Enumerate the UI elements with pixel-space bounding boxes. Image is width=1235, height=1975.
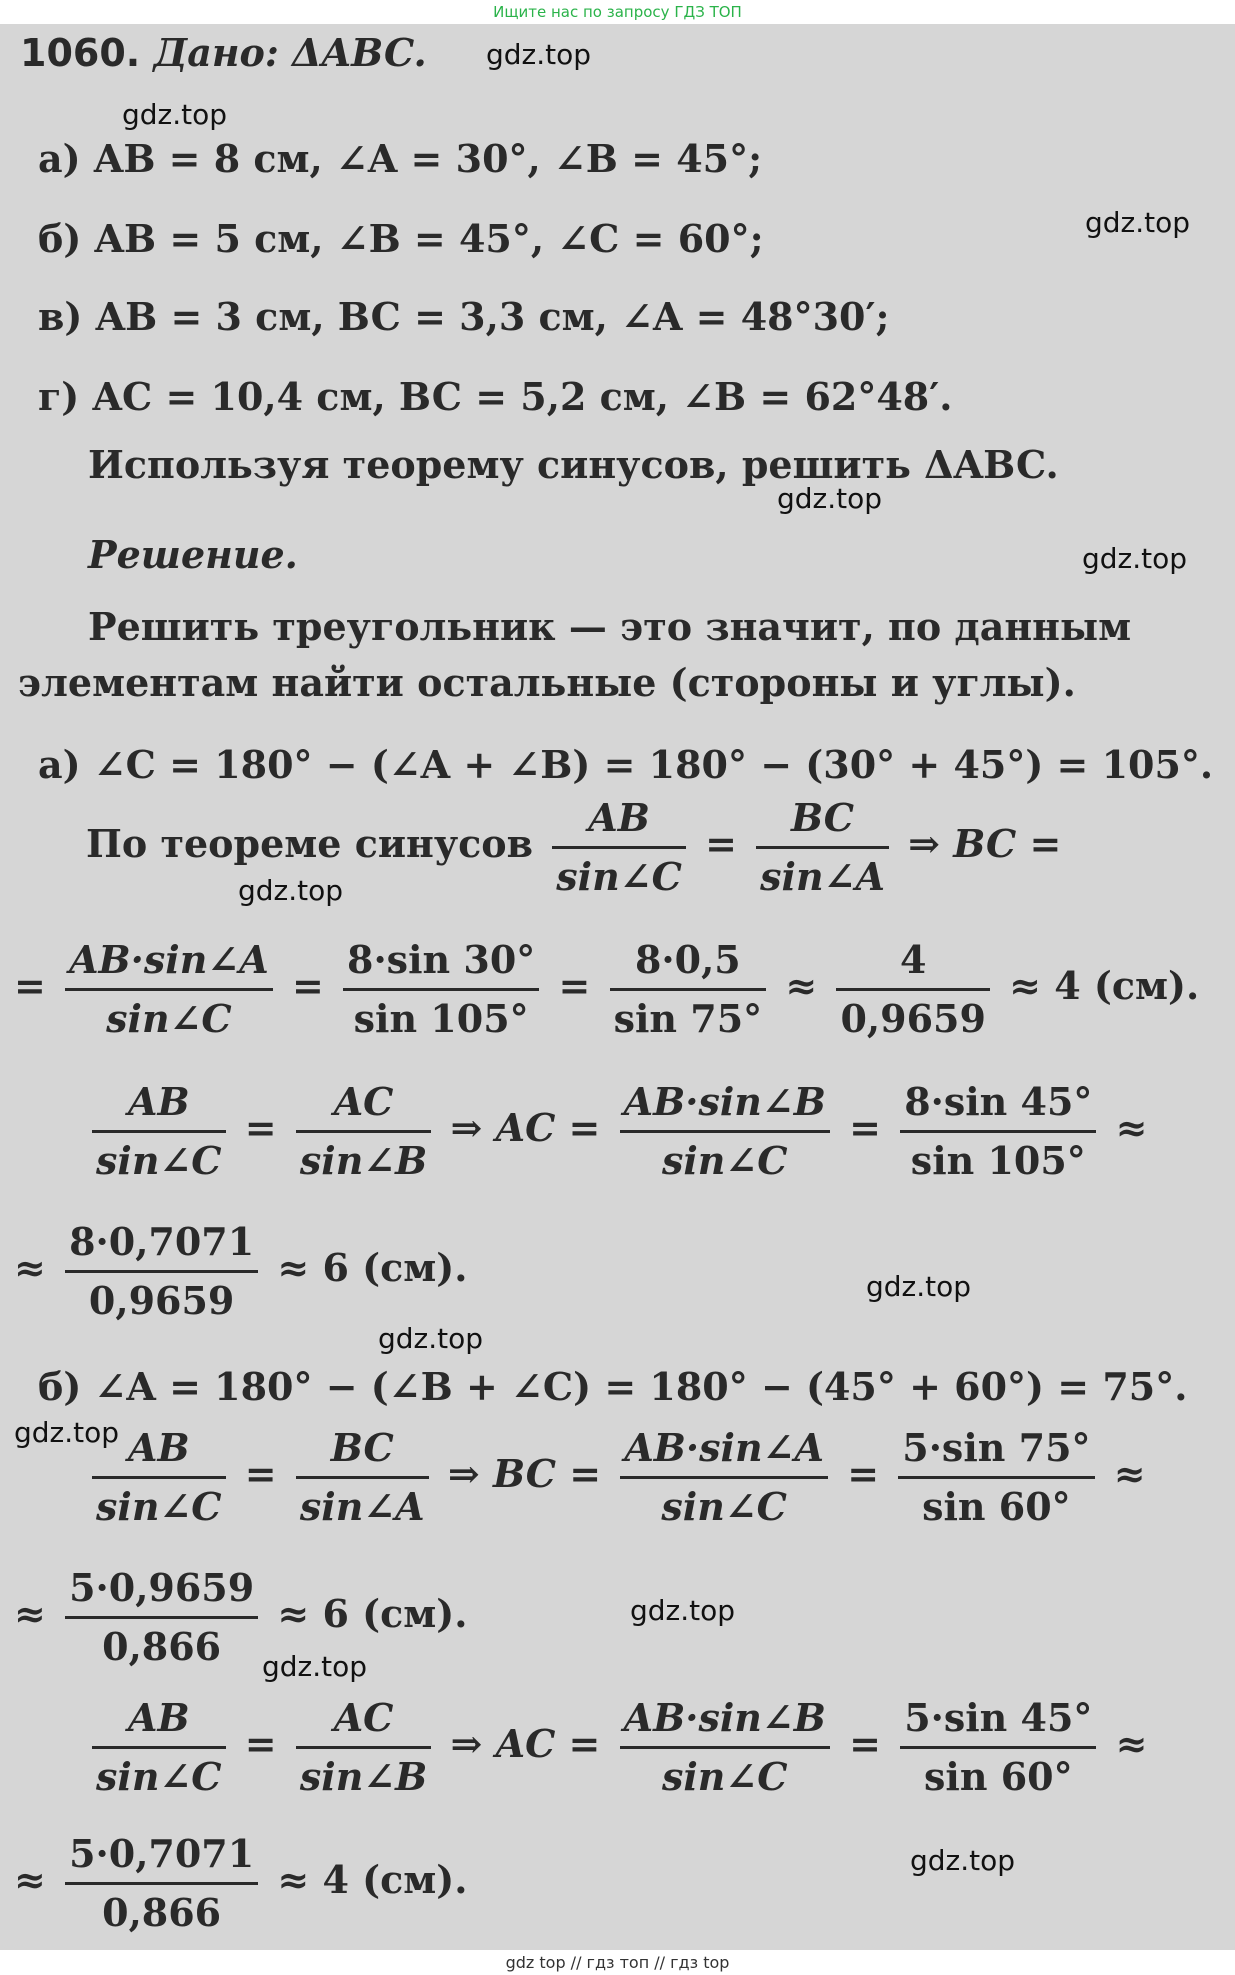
part-b-bc-result [14,1560,468,1675]
equals-sign: = [14,963,46,1008]
given-v: в) AB = 3 см, BC = 3,3 см, ∠A = 48°30′; [38,294,890,339]
approx-sign: ≈ [14,1591,46,1636]
numerator: 8·0,7071 [65,1214,258,1273]
denominator: sin∠C [556,854,682,899]
fraction [296,1074,431,1189]
intro-line-2: элементам найти остальные (стороны и углы). [18,660,1076,705]
numerator: 8·sin 30° [343,932,539,991]
fraction [552,790,686,905]
fraction [65,1560,258,1675]
result: ≈ 6 (см). [277,1591,468,1636]
approx-sign: ≈ [1115,1105,1148,1150]
denominator: sin∠B [299,1138,428,1183]
watermark: gdz.top [1082,542,1188,575]
implies-bc: ⇒ BC = [447,1451,602,1496]
equals-sign: = [244,1721,277,1766]
part-b-ac-result [14,1826,468,1941]
fraction [92,1074,226,1189]
watermark: gdz.top [866,1270,972,1303]
fraction [620,1074,830,1189]
bottom-banner[interactable] [0,1950,1235,1975]
fraction [900,1690,1096,1805]
numerator: AB·sin∠A [65,932,273,991]
equals-sign: = [849,1721,881,1766]
part-a-ac-result [14,1214,468,1329]
part-a-angle: а) ∠C = 180° − (∠A + ∠B) = 180° − (30° + 45°) = 105°. [38,742,1214,787]
part-a-sine-law [86,790,1061,905]
result: ≈ 4 (см). [277,1857,468,1902]
denominator: sin∠C [96,1754,222,1799]
watermark: gdz.top [378,1322,484,1355]
bottom-banner-text: gdz top // гдз топ // гдз top [505,1953,730,1972]
numerator: AB [92,1690,226,1749]
numerator: BC [756,790,889,849]
approx-sign: ≈ [1115,1721,1148,1766]
numerator: AB·sin∠B [620,1690,830,1749]
equals-sign: = [291,963,324,1008]
denominator: sin 105° [910,1138,1086,1183]
denominator: sin∠C [661,1484,787,1529]
given-b: б) AB = 5 см, ∠B = 45°, ∠C = 60°; [38,216,764,261]
numerator: AC [296,1690,431,1749]
equals-sign: = [558,963,591,1008]
fraction [836,932,989,1047]
fraction [620,1690,830,1805]
watermark: gdz.top [238,874,344,907]
implies-ac: ⇒ AC = [450,1105,601,1150]
denominator: sin 60° [922,1484,1071,1529]
given-g: г) AC = 10,4 см, BC = 5,2 см, ∠B = 62°48′. [38,374,953,419]
watermark: gdz.top [486,38,592,71]
denominator: sin 60° [924,1754,1073,1799]
watermark: gdz.top [910,1844,1016,1877]
watermark: gdz.top [122,98,228,131]
numerator: 5·sin 45° [900,1690,1096,1749]
numerator: AB [92,1074,226,1133]
equals-sign: = [847,1451,880,1496]
result: ≈ 4 (см). [1009,963,1200,1008]
part-b-angle: б) ∠A = 180° − (∠B + ∠C) = 180° − (45° + 60°) = 75°. [38,1364,1188,1409]
fraction [898,1420,1094,1535]
top-banner-text: Ищите нас по запросу ГДЗ ТОП [493,3,742,21]
denominator: sin∠A [299,1484,425,1529]
implies-bc: ⇒ BC = [908,821,1062,866]
denominator: sin∠C [661,1138,788,1183]
fraction [92,1690,226,1805]
fraction [756,790,889,905]
watermark: gdz.top [1085,206,1191,239]
denominator: sin∠C [96,1138,222,1183]
fraction [620,1420,828,1535]
denominator: 0,9659 [88,1278,235,1323]
approx-sign: ≈ [14,1857,46,1902]
equals-sign: = [849,1105,881,1150]
watermark: gdz.top [262,1650,368,1683]
denominator: 0,9659 [840,996,986,1041]
part-a-bc-calc [14,932,1199,1047]
sine-law-text: По теореме синусов [86,821,534,866]
denominator: sin 75° [613,996,763,1041]
fraction [296,1690,431,1805]
numerator: 5·sin 75° [898,1420,1094,1479]
denominator: 0,866 [102,1890,222,1935]
denominator: sin∠A [760,854,885,899]
denominator: sin 105° [353,996,529,1041]
approx-sign: ≈ [14,1245,46,1290]
top-banner[interactable] [0,0,1235,24]
intro-line-1: Решить треугольник — это значит, по данным [88,604,1132,649]
part-b-ac-formula [86,1690,1148,1805]
approx-sign: ≈ [785,963,818,1008]
numerator: AC [296,1074,431,1133]
problem-number: 1060. [20,31,141,75]
watermark: gdz.top [630,1594,736,1627]
numerator: 8·0,5 [610,932,767,991]
task-text: Используя теорему синусов, решить ΔABC. [88,442,1059,487]
watermark: gdz.top [777,482,883,515]
equals-sign: = [244,1105,277,1150]
given-a: а) AB = 8 см, ∠A = 30°, ∠B = 45°; [38,136,763,181]
numerator: AB·sin∠A [620,1420,828,1479]
numerator: 5·0,7071 [65,1826,258,1885]
problem-given: Дано: ΔABC. [153,30,427,75]
part-a-ac-formula [86,1074,1148,1189]
numerator: AB [92,1420,226,1479]
denominator: sin∠B [299,1754,428,1799]
numerator: AB·sin∠B [620,1074,830,1133]
implies-ac: ⇒ AC = [450,1721,601,1766]
numerator: 8·sin 45° [900,1074,1096,1133]
fraction [65,932,273,1047]
fraction [900,1074,1096,1189]
textbook-page [0,24,1235,1950]
problem-header [20,30,427,75]
approx-sign: ≈ [1113,1451,1146,1496]
denominator: 0,866 [102,1624,222,1669]
fraction [610,932,767,1047]
part-b-bc-formula [86,1420,1146,1535]
numerator: AB [552,790,686,849]
numerator: BC [296,1420,429,1479]
equals-sign: = [705,821,737,866]
fraction [296,1420,429,1535]
result: ≈ 6 (см). [277,1245,468,1290]
numerator: 5·0,9659 [65,1560,258,1619]
numerator: 4 [836,932,989,991]
fraction [65,1214,258,1329]
denominator: sin∠C [96,1484,222,1529]
equals-sign: = [244,1451,277,1496]
fraction [65,1826,258,1941]
denominator: sin∠C [661,1754,788,1799]
fraction [343,932,539,1047]
watermark: gdz.top [14,1416,120,1449]
solution-heading: Решение. [88,532,298,577]
denominator: sin∠C [106,996,232,1041]
